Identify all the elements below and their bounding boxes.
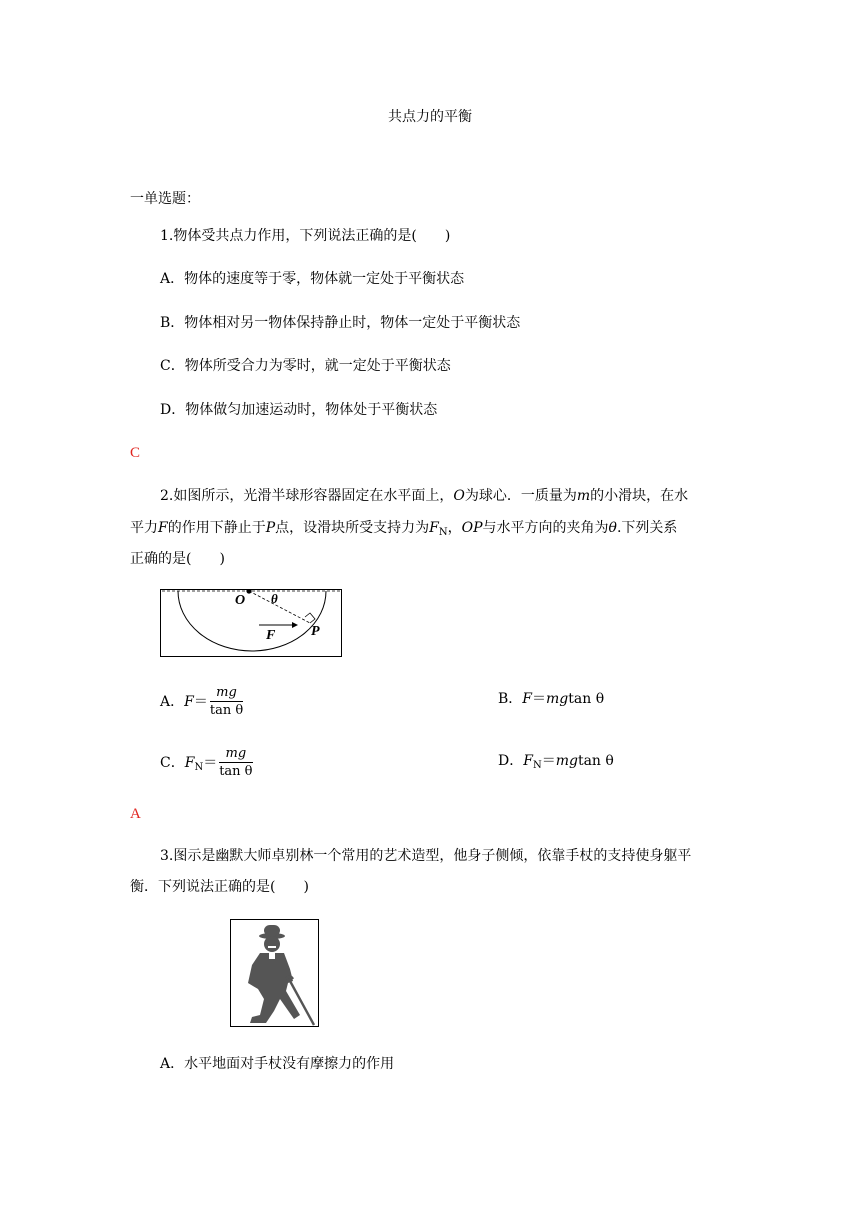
shirt-collar xyxy=(269,952,275,959)
label-p: P xyxy=(311,624,320,639)
q1-option-c: C．物体所受合力为零时，就一定处于平衡状态 xyxy=(160,358,451,374)
q2-answer: A xyxy=(130,806,141,822)
body-silhouette xyxy=(248,953,300,1023)
label-o: O xyxy=(235,593,246,608)
q1-option-a: A．物体的速度等于零，物体就一定处于平衡状态 xyxy=(160,271,465,287)
op-dashed-line xyxy=(249,591,310,623)
label-f: F xyxy=(266,628,276,643)
q1-stem: 1.物体受共点力作用，下列说法正确的是( ) xyxy=(160,228,451,244)
force-arrow-head xyxy=(292,622,298,628)
q2-stem-line2: 平力F的作用下静止于P点，设滑块所受支持力为$F_N$，OP与水平方向的夹角为θ.下列关系 xyxy=(130,520,678,538)
hat-crown xyxy=(264,925,280,936)
q2-option-b: B．F＝mgtan θ xyxy=(498,691,605,707)
mustache xyxy=(268,946,276,948)
q2-option-d: D．$F_N=mgtan$ θ xyxy=(498,753,614,771)
section-heading: 一单选题： xyxy=(130,191,200,207)
q2-stem-line3: 正确的是( ) xyxy=(130,551,225,567)
page-title: 共点力的平衡 xyxy=(388,109,472,125)
q3-option-a: A．水平地面对手杖没有摩擦力的作用 xyxy=(160,1056,395,1072)
q2-figure xyxy=(160,589,343,659)
head xyxy=(264,936,280,952)
q1-option-d: D．物体做匀加速运动时，物体处于平衡状态 xyxy=(160,402,438,418)
q1-option-b: B．物体相对另一物体保持静止时，物体一定处于平衡状态 xyxy=(160,315,521,331)
q2-option-c: C．$F_N=$ $\frac{mg}{\text{tan θ}}$ xyxy=(160,746,253,779)
q1-answer: C xyxy=(130,445,141,461)
q3-figure xyxy=(230,919,320,1029)
q2-stem-line1: 2.如图所示，光滑半球形容器固定在水平面上，O为球心．一质量为m的小滑块，在水 xyxy=(160,488,689,504)
q2-option-a: A．F＝ $\frac{mg}{\text{tan θ}}$ xyxy=(160,685,244,718)
label-theta: θ xyxy=(271,591,278,606)
bowl-arc xyxy=(178,591,326,651)
q3-stem-line1: 3.图示是幽默大师卓别林一个常用的艺术造型，他身子侧倾，依靠手杖的支持使身躯平 xyxy=(160,848,692,864)
q3-stem-line2: 衡．下列说法正确的是( ) xyxy=(130,879,309,895)
